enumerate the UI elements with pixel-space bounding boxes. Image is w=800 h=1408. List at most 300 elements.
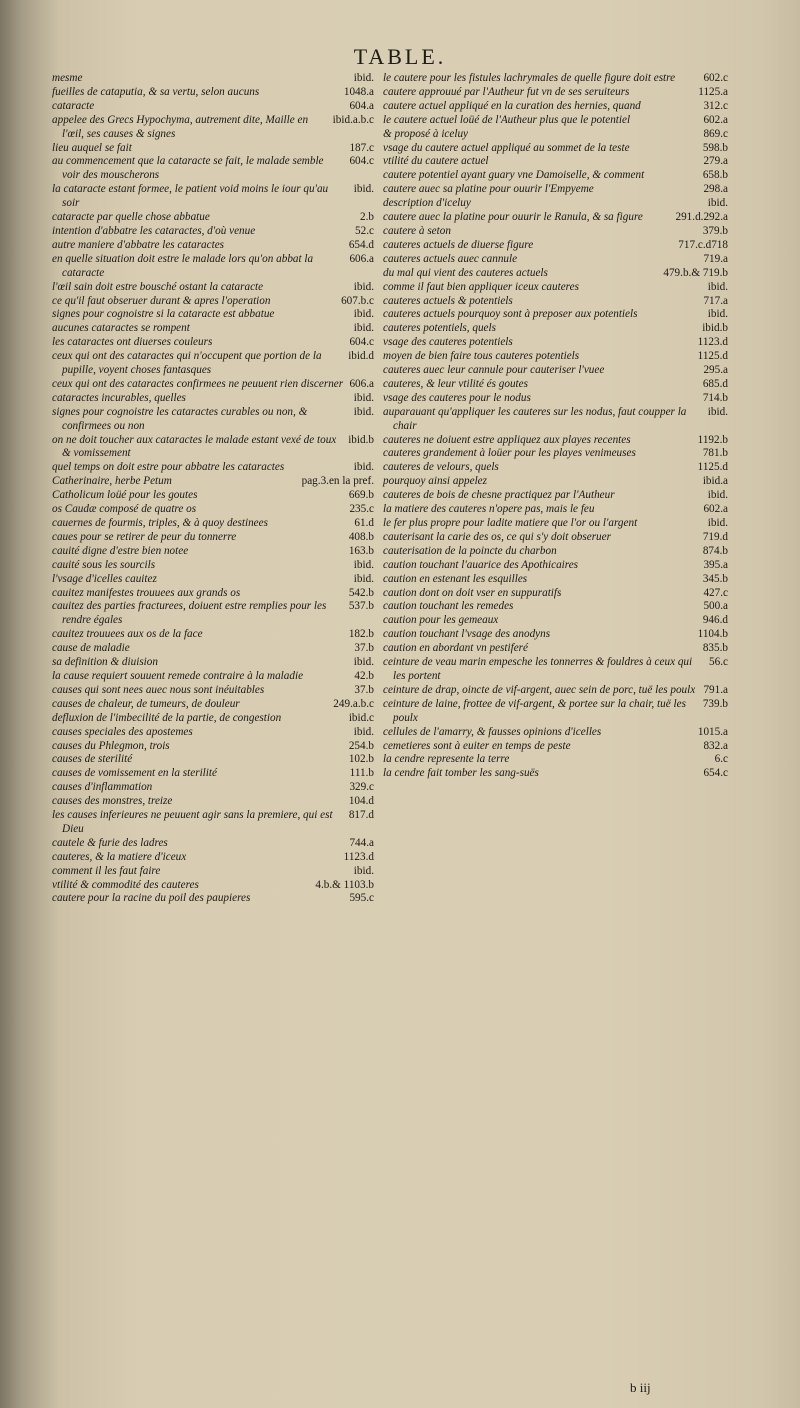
page-reference: 312.c <box>703 99 728 112</box>
page-reference: 163.b <box>348 544 374 557</box>
index-entry <box>383 600 728 614</box>
index-entry <box>52 573 374 587</box>
entry-text: cauité sous les sourcils <box>52 558 156 571</box>
page-reference: 1104.b <box>697 628 728 641</box>
index-entry <box>52 628 374 642</box>
page-reference: 291.d.292.a <box>675 211 728 224</box>
page-reference: 1125.d <box>697 350 728 363</box>
index-entry <box>52 434 374 462</box>
index-entry <box>52 740 374 754</box>
entry-text: cautere potentiel ayant guary vne Damoiselle, & comment <box>383 169 645 182</box>
index-entry <box>52 559 374 573</box>
index-entry <box>383 573 728 587</box>
entry-text: & proposé à iceluy <box>383 127 469 140</box>
page-reference: ibid.a.b.c <box>332 113 374 126</box>
index-entry <box>52 712 374 726</box>
entry-text: causes de sterilité <box>52 753 133 766</box>
index-entry <box>383 461 728 475</box>
index-entry <box>383 767 728 781</box>
page-reference: 654.c <box>703 767 728 780</box>
entry-text: auparauant qu'appliquer les cauteres sur les nodus, faut coupper la chair <box>383 405 687 432</box>
entry-text: la cause requiert souuent remede contraire à la maladie <box>52 669 304 682</box>
page-reference: 781.b <box>702 447 728 460</box>
entry-text: comment il les faut faire <box>52 864 161 877</box>
page-reference: 598.b <box>702 141 728 154</box>
entry-text: l'œil sain doit estre bousché ostant la cataracte <box>52 280 264 293</box>
page-reference: 791.a <box>703 683 728 696</box>
entry-text: cauterisation de la poincte du charbon <box>383 544 557 557</box>
index-entry <box>383 489 728 503</box>
entry-text: cautere actuel appliqué en la curation des hernies, quand <box>383 99 641 112</box>
entry-text: la cataracte estant formee, le patient void moins le iour qu'au soir <box>52 183 329 210</box>
page-reference: 249.a.b.c <box>333 697 374 710</box>
page-reference: 42.b <box>354 669 374 682</box>
entry-text: vtilité du cautere actuel <box>383 155 489 168</box>
index-entry <box>383 447 728 461</box>
index-entry <box>383 100 728 114</box>
index-entry <box>383 503 728 517</box>
page-reference: 329.c <box>349 781 374 794</box>
index-entry <box>383 559 728 573</box>
entry-text: vtilité & commodité des cauteres <box>52 878 199 891</box>
index-entry <box>383 740 728 754</box>
page-reference: ibid. <box>353 461 374 474</box>
entry-text: en quelle situation doit estre le malade lors qu'on abbat la cataracte <box>52 252 314 279</box>
entry-text: causes speciales des apostemes <box>52 725 193 738</box>
index-entry <box>383 336 728 350</box>
entry-text: fueilles de cataputia, & sa vertu, selon aucuns <box>52 85 260 98</box>
entry-text: cauteres grandement à loüer pour les playes venimeuses <box>383 447 636 460</box>
index-entry <box>383 253 728 267</box>
entry-text: cataracte par quelle chose abbatue <box>52 211 210 224</box>
entry-text: cauernes de fourmis, triples, & à quoy destinees <box>52 517 268 529</box>
index-entry <box>383 628 728 642</box>
index-entry <box>383 114 728 128</box>
page-reference: 602.a <box>703 503 728 516</box>
index-entry <box>52 753 374 767</box>
index-entry <box>383 295 728 309</box>
page-reference: 379.b <box>702 224 728 237</box>
entry-text: caution pour les gemeaux <box>383 614 499 627</box>
page-reference: 182.b <box>348 628 374 641</box>
index-entry <box>383 406 728 434</box>
page-reference: ibid.b <box>702 322 728 335</box>
page-reference: 111.b <box>349 767 374 780</box>
entry-text: aucunes cataractes se rompent <box>52 322 190 335</box>
index-entry <box>52 545 374 559</box>
page-reference: ibid. <box>353 405 374 418</box>
page-reference: 744.a <box>349 836 374 849</box>
index-entry <box>383 753 728 767</box>
entry-text: cellules de l'amarry, & fausses opinions d'icelles <box>383 725 602 738</box>
index-entry <box>52 142 374 156</box>
index-entry <box>52 879 374 893</box>
index-entry <box>52 114 374 142</box>
index-entry <box>383 142 728 156</box>
entry-text: le cautere pour les fistules lachrymales de quelle figure doit estre <box>383 72 676 84</box>
entry-text: cautere auec sa platine pour ouurir l'Empyeme <box>383 183 594 196</box>
entry-text: cause de maladie <box>52 642 130 655</box>
page-reference: ibid.d <box>348 350 374 363</box>
entry-text: cautere approuué par l'Autheur fut vn de ses seruiteurs <box>383 85 630 98</box>
index-entry <box>383 684 728 698</box>
entry-text: signes pour cognoistre les cataractes curables ou non, & confirmees ou non <box>52 405 308 432</box>
index-entry <box>52 392 374 406</box>
entry-text: cauteres actuels & potentiels <box>383 294 513 307</box>
page-reference: 654.d <box>348 238 374 251</box>
page-reference: pag.3.en la pref. <box>301 475 374 488</box>
page-reference: 542.b <box>348 586 374 599</box>
entry-text: la matiere des cauteres n'opere pas, mais le feu <box>383 503 595 516</box>
entry-text: cauteres de velours, quels <box>383 461 499 474</box>
page-reference: 427.c <box>703 586 728 599</box>
index-entry <box>52 517 374 531</box>
page-reference: 606.a <box>349 252 374 265</box>
page-reference: 669.b <box>348 489 374 502</box>
page-reference: 1125.a <box>698 85 728 98</box>
index-entry <box>52 809 374 837</box>
page-reference: 500.a <box>703 600 728 613</box>
page-reference: 817.d <box>348 809 374 822</box>
page-reference: ibid. <box>353 322 374 335</box>
page-reference: ibid. <box>353 725 374 738</box>
page-reference: 1192.b <box>697 433 728 446</box>
index-entry <box>52 211 374 225</box>
page-reference: ibid. <box>353 183 374 196</box>
page-reference: 604.a <box>349 99 374 112</box>
index-entry <box>52 503 374 517</box>
index-entry <box>383 392 728 406</box>
signature-mark: b iij <box>630 1380 651 1395</box>
page-reference: ibid. <box>707 405 728 418</box>
index-entry <box>52 336 374 350</box>
page-reference: 408.b <box>348 530 374 543</box>
index-entry <box>52 281 374 295</box>
page-reference: ibid. <box>707 197 728 210</box>
entry-text: cauteres actuels auec cannule <box>383 252 518 265</box>
entry-text: comme il faut bien appliquer iceux cauteres <box>383 280 579 293</box>
index-entry <box>383 267 728 281</box>
entry-text: au commencement que la cataracte se fait, le malade semble voir des mouscherons <box>52 155 324 182</box>
index-entry <box>52 86 374 100</box>
index-entry <box>52 72 374 86</box>
entry-text: defluxion de l'imbecilité de la partie, de congestion <box>52 711 282 724</box>
page-reference: 1015.a <box>697 725 728 738</box>
index-entry <box>52 155 374 183</box>
page-reference: 345.b <box>702 572 728 585</box>
page-reference: 595.c <box>349 892 374 905</box>
entry-text: cauitez manifestes trouuees aux grands os <box>52 586 241 599</box>
page-reference: 61.d <box>354 517 374 529</box>
page-reference: ibid. <box>353 280 374 293</box>
page-reference: 604.c <box>349 336 374 349</box>
index-entry <box>383 475 728 489</box>
entry-text: Catherinaire, herbe Petum <box>52 475 172 488</box>
page-reference: 479.b.& 719.b <box>663 266 728 279</box>
page-reference: ibid. <box>353 558 374 571</box>
index-entry <box>383 72 728 86</box>
index-entry <box>52 600 374 628</box>
index-column-right <box>383 72 728 781</box>
index-entry <box>52 892 374 906</box>
index-entry <box>52 767 374 781</box>
entry-text: causes des monstres, treize <box>52 795 173 808</box>
index-entry <box>383 378 728 392</box>
page-reference: ibid. <box>353 391 374 404</box>
page-reference: 1123.d <box>697 336 728 349</box>
page-reference: 104.d <box>348 795 374 808</box>
index-entry <box>52 308 374 322</box>
page-reference: 604.c <box>349 155 374 168</box>
page-reference: 52.c <box>355 224 374 237</box>
index-entry <box>383 656 728 684</box>
page-reference: ibid. <box>707 308 728 321</box>
entry-text: ceinture de veau marin empesche les tonnerres & fouldres à ceux qui les portent <box>383 656 693 682</box>
index-entry <box>52 698 374 712</box>
page-reference: 714.b <box>702 391 728 404</box>
index-entry <box>52 461 374 475</box>
entry-text: vsage du cautere actuel appliqué au sommet de la teste <box>383 141 630 154</box>
index-entry <box>52 239 374 253</box>
page-reference: 835.b <box>702 642 728 655</box>
entry-text: cautere auec la platine pour ouurir le Ranula, & sa figure <box>383 211 643 224</box>
page-reference: 719.d <box>702 530 728 543</box>
entry-text: ceux qui ont des cataractes qui n'occupent que portion de la pupille, voyent choses fantasques <box>52 350 322 377</box>
entry-text: cauteres actuels pourquoy sont à preposer aux potentiels <box>383 308 638 321</box>
index-entry <box>52 295 374 309</box>
page-reference: 874.b <box>702 544 728 557</box>
index-entry <box>383 239 728 253</box>
index-entry <box>383 169 728 183</box>
page-reference: 869.c <box>703 127 728 140</box>
page-reference: 739.b <box>702 697 728 710</box>
entry-text: cauitez trouuees aux os de la face <box>52 628 203 641</box>
entry-text: cauité digne d'estre bien notee <box>52 544 189 557</box>
entry-text: intention d'abbatre les cataractes, d'où venue <box>52 224 256 237</box>
entry-text: le cautere actuel loüé de l'Autheur plus que le potentiel <box>383 113 631 126</box>
page-reference: ibid.a <box>702 475 728 488</box>
index-entry <box>383 155 728 169</box>
page-reference: 298.a <box>703 183 728 196</box>
index-entry <box>52 837 374 851</box>
page-reference: 2.b <box>360 211 374 224</box>
page-reference: ibid. <box>707 517 728 529</box>
index-entry <box>52 726 374 740</box>
page-reference: ibid.c <box>348 711 374 724</box>
index-entry <box>52 684 374 698</box>
page-reference: 254.b <box>348 739 374 752</box>
entry-text: causes du Phlegmon, trois <box>52 739 170 752</box>
index-entry <box>383 726 728 740</box>
index-entry <box>52 851 374 865</box>
page-reference: ibid. <box>353 72 374 84</box>
page-reference: 537.b <box>348 600 374 613</box>
index-entry <box>383 434 728 448</box>
page-reference: 4.b.& 1103.b <box>315 878 374 891</box>
entry-text: vsage des cauteres potentiels <box>383 336 513 349</box>
page-reference: 37.b <box>354 683 374 696</box>
page-reference: ibid. <box>353 572 374 585</box>
page-reference: ibid. <box>353 864 374 877</box>
entry-text: du mal qui vient des cauteres actuels <box>383 266 548 279</box>
entry-text: cauteres auec leur cannule pour cauteriser l'vuee <box>383 364 605 377</box>
entry-text: la cendre represente la terre <box>383 753 510 766</box>
page-reference: 717.c.d718 <box>678 238 728 251</box>
entry-text: ceux qui ont des cataractes confirmees ne peuuent rien discerner <box>52 377 344 390</box>
index-entry <box>383 698 728 726</box>
entry-text: caution touchant l'vsage des anodyns <box>383 628 551 641</box>
entry-text: causes de chaleur, de tumeurs, de douleur <box>52 697 240 710</box>
page-reference: 832.a <box>703 739 728 752</box>
entry-text: ceinture de laine, frottee de vif-argent, & portee sur la chair, tuë les poulx <box>383 697 686 724</box>
entry-text: cauitez des parties fracturees, doiuent estre remplies pour les rendre égales <box>52 600 327 627</box>
page-reference: ibid. <box>707 489 728 502</box>
page-reference: 1125.d <box>697 461 728 474</box>
page-reference: 606.a <box>349 377 374 390</box>
entry-text: cauteres ne doiuent estre appliquez aux playes recentes <box>383 433 631 446</box>
index-entry <box>383 531 728 545</box>
entry-text: cataractes incurables, quelles <box>52 391 186 404</box>
index-entry <box>383 86 728 100</box>
entry-text: cataracte <box>52 99 95 112</box>
page-reference: 602.a <box>703 113 728 126</box>
index-entry <box>52 225 374 239</box>
entry-text: le fer plus propre pour ladite matiere que l'or ou l'argent <box>383 517 638 529</box>
entry-text: os Caudæ composé de quatre os <box>52 503 197 516</box>
entry-text: cautere à seton <box>383 224 451 237</box>
index-entry <box>52 642 374 656</box>
entry-text: cauteres actuels de diuerse figure <box>383 238 534 251</box>
index-entry <box>383 614 728 628</box>
entry-text: appelee des Grecs Hypochyma, autrement dite, Maille en l'œil, ses causes & signes <box>52 113 309 140</box>
entry-text: la cendre fait tomber les sang-suës <box>383 767 539 780</box>
index-entry <box>52 531 374 545</box>
index-entry <box>383 128 728 142</box>
entry-text: cauteres, & la matiere d'iceux <box>52 850 187 863</box>
index-entry <box>383 225 728 239</box>
entry-text: cauteres de bois de chesne practiquez par l'Autheur <box>383 489 615 502</box>
entry-text: causes de vomissement en la sterilité <box>52 767 217 780</box>
page-reference: ibid. <box>353 656 374 669</box>
index-entry <box>383 197 728 211</box>
page-reference: 395.a <box>703 558 728 571</box>
entry-text: caution en estenant les esquilles <box>383 572 528 585</box>
index-entry <box>383 281 728 295</box>
index-entry <box>383 211 728 225</box>
page-reference: 946.d <box>702 614 728 627</box>
page-reference: 685.d <box>702 377 728 390</box>
page-reference: 102.b <box>348 753 374 766</box>
entry-text: sa definition & diuision <box>52 656 158 669</box>
index-entry <box>383 322 728 336</box>
entry-text: cautele & furie des ladres <box>52 836 168 849</box>
page-reference: 279.a <box>703 155 728 168</box>
entry-text: cauteres potentiels, quels <box>383 322 496 335</box>
entry-text: ce qu'il faut obseruer durant & apres l'operation <box>52 294 271 307</box>
index-entry <box>52 475 374 489</box>
index-entry <box>52 781 374 795</box>
index-entry <box>52 253 374 281</box>
page-reference: 602.c <box>703 72 728 84</box>
page-reference: 6.c <box>714 753 728 766</box>
entry-text: autre maniere d'abbatre les cataractes <box>52 238 225 251</box>
entry-text: pourquoy ainsi appelez <box>383 475 487 488</box>
index-entry <box>52 795 374 809</box>
entry-text: Catholicum loüé pour les goutes <box>52 489 198 502</box>
entry-text: les causes inferieures ne peuuent agir sans la premiere, qui est Dieu <box>52 809 333 835</box>
page-reference: ibid.b <box>348 433 374 446</box>
entry-text: causes qui sont nees auec nous sont inéuitables <box>52 683 265 696</box>
entry-text: quel temps on doit estre pour abbatre les cataractes <box>52 461 285 474</box>
page-reference: 37.b <box>354 642 374 655</box>
index-entry <box>383 350 728 364</box>
entry-text: moyen de bien faire tous cauteres potentiels <box>383 350 580 363</box>
entry-text: cemetieres sont à euiter en temps de peste <box>383 739 571 752</box>
index-entry <box>383 517 728 531</box>
entry-text: causes d'inflammation <box>52 781 153 794</box>
page-reference: 1048.a <box>343 85 374 98</box>
entry-text: ceinture de drap, oincte de vif-argent, auec sein de porc, tuë les poulx <box>383 683 696 696</box>
index-entry <box>383 587 728 601</box>
index-entry <box>52 378 374 392</box>
index-entry <box>383 308 728 322</box>
entry-text: caution en abordant vn pestiferé <box>383 642 528 655</box>
index-entry <box>383 364 728 378</box>
index-column-left <box>52 72 374 906</box>
index-entry <box>383 545 728 559</box>
index-entry <box>52 656 374 670</box>
page-reference: 607.b.c <box>341 294 374 307</box>
index-entry <box>52 100 374 114</box>
page-reference: 295.a <box>703 364 728 377</box>
entry-text: caution touchant les remedes <box>383 600 514 613</box>
index-entry <box>52 322 374 336</box>
page-reference: ibid. <box>353 308 374 321</box>
entry-text: l'vsage d'icelles cauitez <box>52 572 157 585</box>
index-entry <box>52 183 374 211</box>
page-title: TABLE. <box>353 44 447 69</box>
index-entry <box>52 865 374 879</box>
entry-text: cauterisant la carie des os, ce qui s'y doit obseruer <box>383 530 611 543</box>
page-reference: ibid. <box>707 280 728 293</box>
page-reference: 187.c <box>349 141 374 154</box>
page-reference: 235.c <box>349 503 374 516</box>
entry-text: mesme <box>52 72 83 84</box>
entry-text: cauteres, & leur vtilité és goutes <box>383 377 528 390</box>
entry-text: on ne doit toucher aux cataractes le malade estant vexé de toux & vomissement <box>52 433 337 460</box>
entry-text: description d'iceluy <box>383 197 471 210</box>
index-entry <box>52 406 374 434</box>
entry-text: lieu auquel se fait <box>52 141 132 154</box>
entry-text: caution dont on doit vser en suppuratifs <box>383 586 562 599</box>
index-entry <box>52 489 374 503</box>
index-entry <box>383 642 728 656</box>
index-entry <box>383 183 728 197</box>
entry-text: signes pour cognoistre si la cataracte est abbatue <box>52 308 275 321</box>
entry-text: caution touchant l'auarice des Apothicaires <box>383 558 579 571</box>
page-reference: 56.c <box>709 656 728 669</box>
entry-text: caues pour se retirer de peur du tonnerre <box>52 530 237 543</box>
index-entry <box>52 670 374 684</box>
entry-text: vsage des cauteres pour le nodus <box>383 391 531 404</box>
page-reference: 717.a <box>703 294 728 307</box>
page-reference: 658.b <box>702 169 728 182</box>
entry-text: cautere pour la racine du poil des paupieres <box>52 892 251 905</box>
index-entry <box>52 587 374 601</box>
entry-text: les cataractes ont diuerses couleurs <box>52 336 213 349</box>
page-reference: 1123.d <box>343 850 374 863</box>
index-entry <box>52 350 374 378</box>
